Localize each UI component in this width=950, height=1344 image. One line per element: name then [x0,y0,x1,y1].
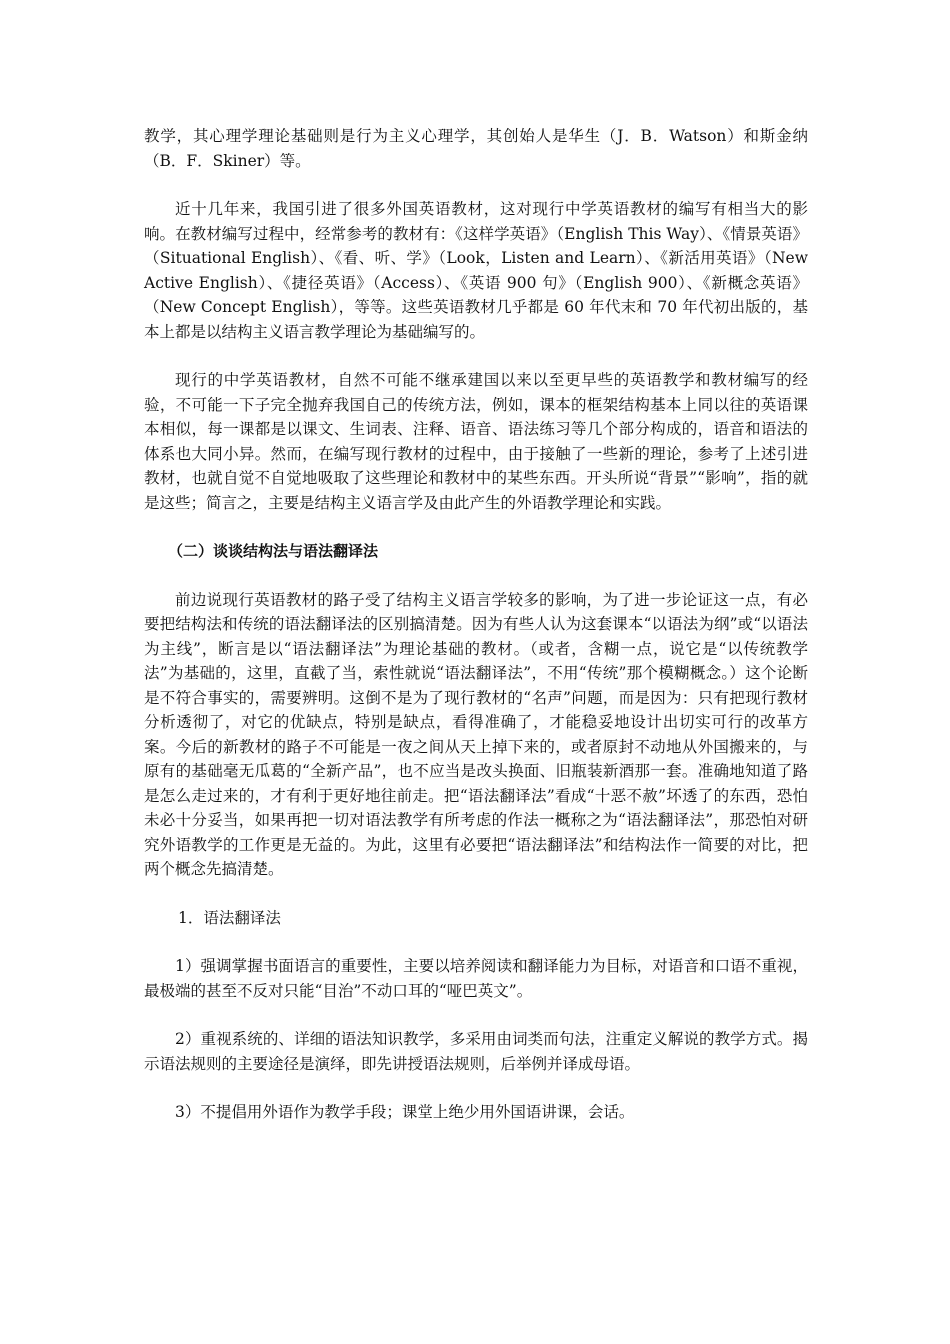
paragraph-structure-vs-grammar: 前边说现行英语教材的路子受了结构主义语言学较多的影响，为了进一步论证这一点，有必要把结构法和传统的语法翻译法的区别搞清楚。因为有些人认为这套课本“以语法为纲”或“以语法为主线”，断言是以“语法翻译法”为理论基础的教材。（或者，含糊一点，说它是“以传统教学法”为基础的，这里，直截了当，索性就说“语法翻译法”，不用“传统”那个模糊概念。）这个论断是不符合事实的，需要辨明。这倒不是为了现行教材的“名声”问题，而是因为：只有把现行教材分析透彻了，对它的优缺点，特别是缺点，看得准确了，才能稳妥地设计出切实可行的改革方案。今后的新教材的路子不可能是一夜之间从天上掉下来的，或者原封不动地从外国搬来的，与原有的基础毫无瓜葛的“全新产品”，也不应当是改头换面、旧瓶装新酒那一套。准确地知道了路是怎么走过来的，才有利于更好地往前走。把“语法翻译法”看成“十恶不赦”坏透了的东西，恐怕未必十分妥当，如果再把一切对语法教学有所考虑的作法一概称之为“语法翻译法”，那恐怕对研究外语教学的工作更是无益的。为此，这里有必要把“语法翻译法”和结构法作一简要的对比，把两个概念先搞清楚。 [144,590,808,878]
list-item: 3）不提倡用外语作为教学手段；课堂上绝少用外国语讲课，会话。 [175,1103,635,1121]
list-item: 1）强调掌握书面语言的重要性，主要以培养阅读和翻译能力为目标，对语音和口语不重视，最极端的甚至不反对只能“目治”不动口耳的“哑巴英文”。 [144,957,808,1000]
section-heading: （二）谈谈结构法与语法翻译法 [168,542,379,560]
list-item: 2）重视系统的、详细的语法知识教学，多采用由词类而句法，注重定义解说的教学方式。揭示语法规则的主要途径是演绎，即先讲授语法规则，后举例并译成母语。 [144,1030,808,1073]
paragraph-foreign-textbooks: 近十几年来，我国引进了很多外国英语教材，这对现行中学英语教材的编写有相当大的影响。在教材编写过程中，经常参考的教材有：《这样学英语》（English This Way）、《情景英语》（Situational English）、《看、听、学》（Look，Listen and Learn）、《新活用英语》（New Active English）、《捷径英语》（Access）、《英语 900 句》（English 900）、《新概念英语》（New Concept English），等等。这些英语教材几乎都是 60 年代末和 70 年代初出版的，基本上都是以结构主义语言教学理论为基础编写的。 [144,200,808,341]
document-page [144,124,808,1149]
paragraph-behaviorism: 教学，其心理学理论基础则是行为主义心理学，其创始人是华生（J．B．Watson）和斯金纳（B．F．Skiner）等。 [144,127,808,170]
paragraph-current-textbooks: 现行的中学英语教材，自然不可能不继承建国以来以至更早些的英语教学和教材编写的经验，不可能一下子完全抛弃我国自己的传统方法，例如，课本的框架结构基本上同以往的英语课本相似，每一课都是以课文、生词表、注释、语音、语法练习等几个部分构成的，语音和语法的体系也大同小异。然而，在编写现行教材的过程中，由于接触了一些新的理论，参考了上述引进教材，也就自觉不自觉地吸取了这些理论和教材中的某些东西。开头所说“背景”“影响”，指的就是这些；简言之，主要是结构主义语言学及由此产生的外语教学理论和实践。 [144,371,808,512]
subsection-title: 1．语法翻译法 [178,908,281,927]
